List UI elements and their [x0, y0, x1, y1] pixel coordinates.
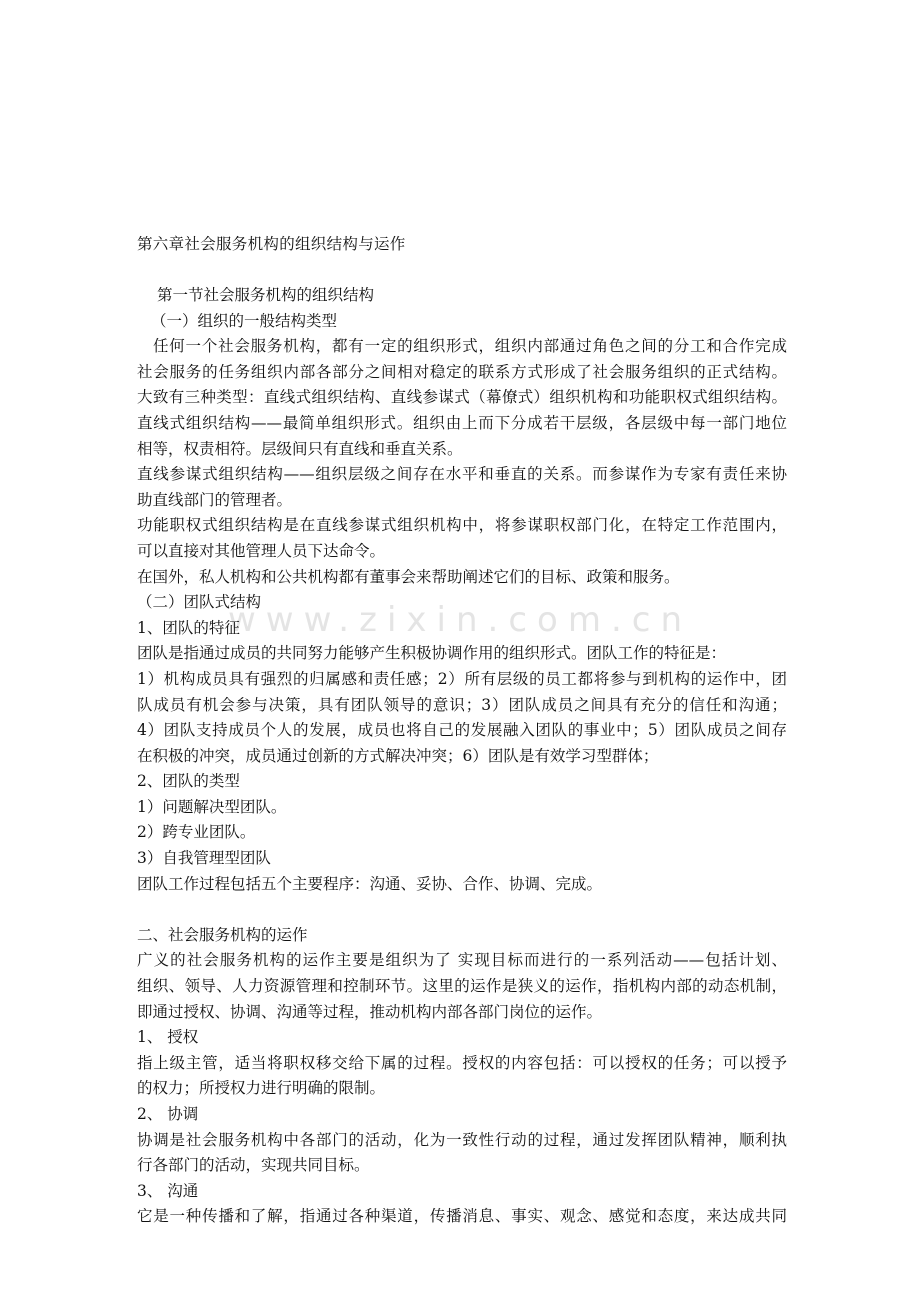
text-line: 指上级主管，适当将职权移交给下属的过程。授权的内容包括：可以授权的任务；可以授予: [137, 1053, 787, 1072]
text-line: 社会服务的任务组织内部各部分之间相对稳定的联系方式形成了社会服务组织的正式结构。: [137, 362, 787, 381]
text-line: [137, 897, 787, 923]
text-line: 组织、领导、人力资源管理和控制环节。这里的运作是狭义的运作，指机构内部的动态机制，: [137, 977, 787, 996]
text-line: 二、社会服务机构的运作: [137, 925, 308, 944]
text-line: 3、 沟通: [137, 1181, 199, 1200]
text-line: 2）跨专业团队。: [137, 823, 256, 842]
text-line: 在积极的冲突，成员通过创新的方式解决冲突；6）团队是有效学习型群体；: [137, 746, 659, 765]
text-line: 广义的社会服务机构的运作主要是组织为了 实现目标而进行的一系列活动——包括计划、: [137, 951, 787, 970]
text-line: 可以直接对其他管理人员下达命令。: [137, 541, 386, 560]
text-line: 直线参谋式组织结构——组织层级之间存在水平和垂直的关系。而参谋作为专家有责任来协: [137, 465, 787, 484]
text-line: 的权力；所授权力进行明确的限制。: [137, 1079, 386, 1098]
text-line: 团队工作过程包括五个主要程序：沟通、妥协、合作、协调、完成。: [137, 874, 603, 893]
text-line: 行各部门的活动，实现共同目标。: [137, 1156, 370, 1175]
text-line: （一）组织的一般结构类型: [151, 311, 338, 330]
text-line: 即通过授权、协调、沟通等过程，推动机构内部各部门岗位的运作。: [137, 1002, 603, 1021]
document-body: [137, 283, 787, 1230]
text-line: 功能职权式组织结构是在直线参谋式组织机构中，将参谋职权部门化，在特定工作范围内，: [137, 516, 787, 535]
text-line: 在国外，私人机构和公共机构都有董事会来帮助阐述它们的目标、政策和服务。: [137, 567, 680, 586]
text-line: 4）团队支持成员个人的发展，成员也将自己的发展融入团队的事业中；5）团队成员之间存: [137, 721, 787, 740]
text-line: 协调是社会服务机构中各部门的活动，化为一致性行动的过程，通过发挥团队精神，顺利执: [137, 1130, 787, 1149]
text-line: 相等，权责相符。层级间只有直线和垂直关系。: [137, 439, 463, 458]
text-line: 2、团队的类型: [137, 772, 240, 791]
text-line: 它是一种传播和了解，指通过各种渠道，传播消息、事实、观念、感觉和态度，来达成共同: [137, 1207, 787, 1226]
text-line: （二）团队式结构: [137, 593, 262, 612]
text-line: 直线式组织结构——最简单组织形式。组织由上而下分成若干层级，各层级中每一部门地位: [137, 413, 787, 432]
text-line: 团队是指通过成员的共同努力能够产生积极协调作用的组织形式。团队工作的特征是：: [137, 644, 727, 663]
text-line: 1）机构成员具有强烈的归属感和责任感；2）所有层级的员工都将参与到机构的运作中，团: [137, 669, 787, 688]
text-line: 1、 授权: [137, 1028, 199, 1047]
text-line: 第一节社会服务机构的组织结构: [157, 286, 375, 304]
text-line: 2、 协调: [137, 1105, 199, 1123]
watermark: www.zixin.com.cn: [228, 600, 692, 640]
text-line: 队成员有机会参与决策，具有团队领导的意识；3）团队成员之间具有充分的信任和沟通；: [137, 695, 787, 714]
text-line: 大致有三种类型：直线式组织结构、直线参谋式（幕僚式）组织机构和功能职权式组织结构。: [137, 388, 787, 407]
text-line: 助直线部门的管理者。: [137, 490, 293, 509]
text-line: 1）问题解决型团队。: [137, 797, 287, 816]
text-line: 1、团队的特征: [137, 618, 240, 637]
text-line: 任何一个社会服务机构，都有一定的组织形式，组织内部通过角色之间的分工和合作完成: [153, 337, 787, 356]
chapter-title: 第六章社会服务机构的组织结构与运作: [137, 235, 406, 253]
text-line: 3）自我管理型团队: [137, 849, 271, 868]
